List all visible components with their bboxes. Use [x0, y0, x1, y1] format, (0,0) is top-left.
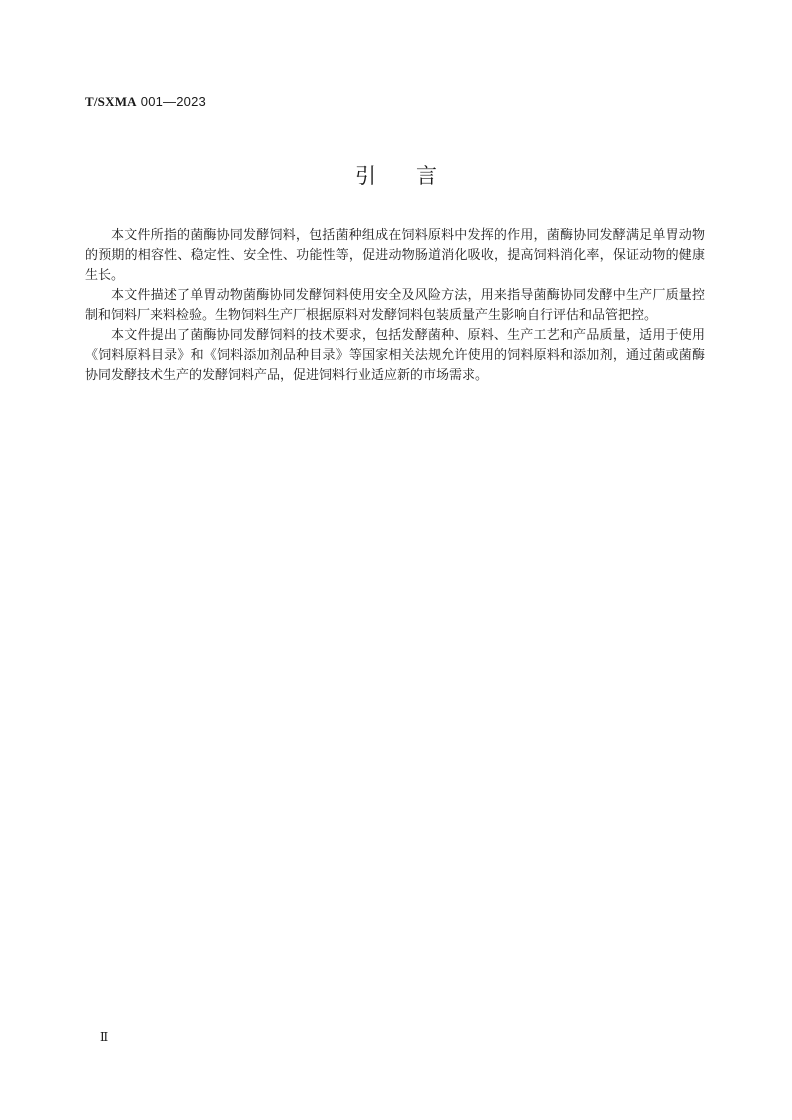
- page-title: 引言: [355, 164, 477, 188]
- introduction-body: [85, 226, 705, 386]
- document-code-header: [85, 94, 206, 110]
- standard-prefix: T/SXMA: [85, 94, 137, 109]
- paragraph: 本文件所指的菌酶协同发酵饲料，包括菌种组成在饲料原料中发挥的作用，菌酶协同发酵满足单胃动物的预期的相容性、稳定性、安全性、功能性等，促进动物肠道消化吸收，提高饲料消化率，保证动物的健康生长。: [85, 228, 705, 283]
- standard-number: 001—2023: [140, 94, 206, 109]
- page-number: Ⅱ: [100, 1030, 109, 1044]
- paragraph: 本文件提出了菌酶协同发酵饲料的技术要求，包括发酵菌种、原料、生产工艺和产品质量，适用于使用《饲料原料目录》和《饲料添加剂品种目录》等国家相关法规允许使用的饲料原料和添加剂，通过菌或菌酶协同发酵技术生产的发酵饲料产品，促进饲料行业适应新的市场需求。: [85, 328, 705, 383]
- paragraph: 本文件描述了单胃动物菌酶协同发酵饲料使用安全及风险方法，用来指导菌酶协同发酵中生产厂质量控制和饲料厂来料检验。生物饲料生产厂根据原料对发酵饲料包装质量产生影响自行评估和品管把控。: [85, 288, 705, 323]
